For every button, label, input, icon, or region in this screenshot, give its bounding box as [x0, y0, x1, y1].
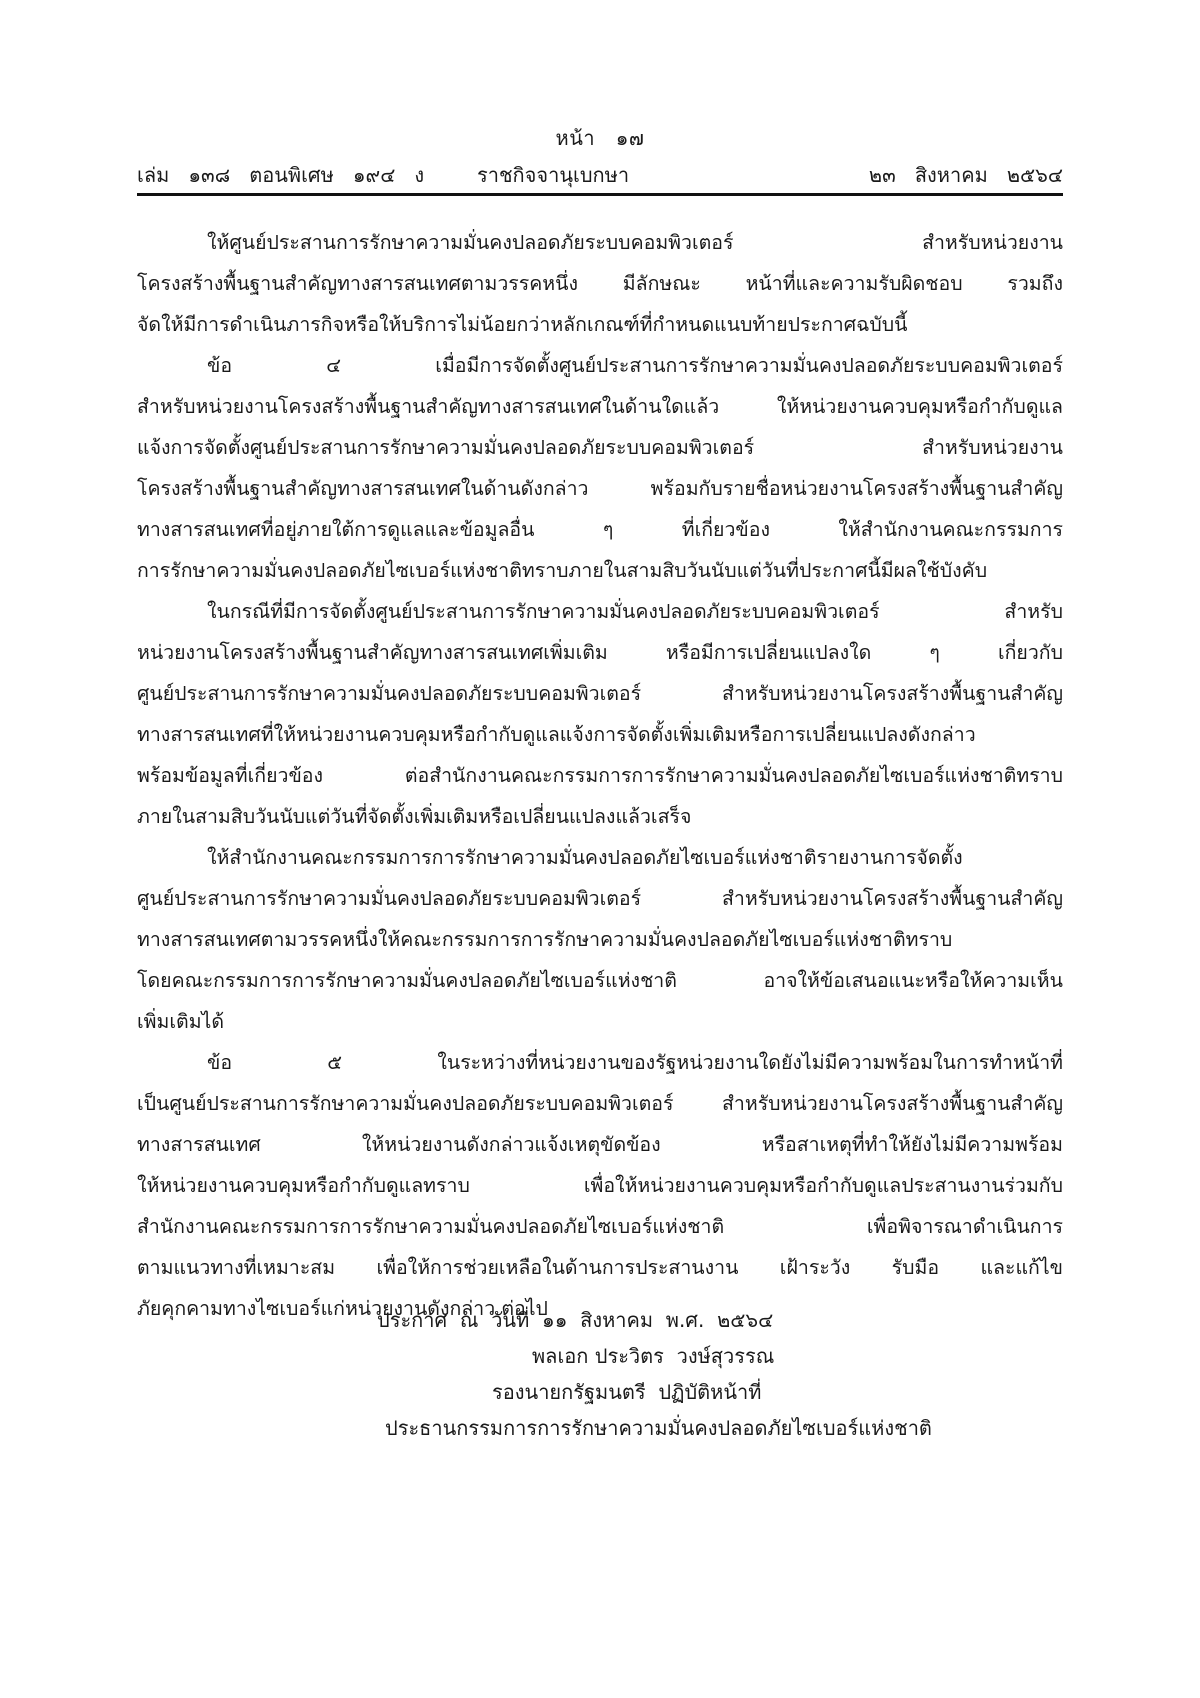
header-divider [137, 193, 1063, 196]
text-line: ให้สำนักงานคณะกรรมการการรักษาความมั่นคงปลอดภัยไซเบอร์แห่งชาติรายงานการจัดตั้ง [207, 846, 963, 869]
text-line: แจ้งการจัดตั้งศูนย์ประสานการรักษาความมั่นคงปลอดภัยระบบคอมพิวเตอร์ สำหรับหน่วยงาน [137, 436, 1063, 459]
paragraph [137, 591, 1063, 837]
text-line: ทางสารสนเทศ ให้หน่วยงานดังกล่าวแจ้งเหตุขัดข้อง หรือสาเหตุที่ทำให้ยังไม่มีความพร้อม [137, 1133, 1063, 1156]
text-line: ทางสารสนเทศที่อยู่ภายใต้การดูแลและข้อมูลอื่น ๆ ที่เกี่ยวข้อง ให้สำนักงานคณะกรรมการ [137, 518, 1063, 541]
text-line: ภัยคุกคามทางไซเบอร์แก่หน่วยงานดังกล่าว ต่อไป [137, 1297, 548, 1320]
paragraph [137, 837, 1063, 1042]
text-line: ภายในสามสิบวันนับแต่วันที่จัดตั้งเพิ่มเติมหรือเปลี่ยนแปลงแล้วเสร็จ [137, 805, 692, 828]
signatory-name: พลเอก ประวิตร วงษ์สุวรรณ [532, 1344, 775, 1368]
announcement-date: ประกาศ ณ วันที่ ๑๑ สิงหาคม พ.ศ. ๒๕๖๔ [377, 1308, 774, 1332]
text-line: โครงสร้างพื้นฐานสำคัญทางสารสนเทศในด้านดังกล่าว พร้อมกับรายชื่อหน่วยงานโครงสร้างพื้นฐานสำคัญ [137, 477, 1063, 500]
text-line: จัดให้มีการดำเนินภารกิจหรือให้บริการไม่น้อยกว่าหลักเกณฑ์ที่กำหนดแนบท้ายประกาศฉบับนี้ [137, 313, 908, 336]
text-line: สำนักงานคณะกรรมการการรักษาความมั่นคงปลอดภัยไซเบอร์แห่งชาติ เพื่อพิจารณาดำเนินการ [137, 1215, 1063, 1238]
clause-5 [137, 1042, 1063, 1329]
text-line: ให้ศูนย์ประสานการรักษาความมั่นคงปลอดภัยระบบคอมพิวเตอร์ สำหรับหน่วยงาน [207, 231, 1063, 254]
text-line: หน่วยงานโครงสร้างพื้นฐานสำคัญทางสารสนเทศเพิ่มเติม หรือมีการเปลี่ยนแปลงใด ๆ เกี่ยวกับ [137, 641, 1063, 664]
text-line: ข้อ ๔ เมื่อมีการจัดตั้งศูนย์ประสานการรักษาความมั่นคงปลอดภัยระบบคอมพิวเตอร์ [207, 354, 1063, 377]
text-line: การรักษาความมั่นคงปลอดภัยไซเบอร์แห่งชาติทราบภายในสามสิบวันนับแต่วันที่ประกาศนี้มีผลใช้บังคับ [137, 559, 988, 582]
text-line: โครงสร้างพื้นฐานสำคัญทางสารสนเทศตามวรรคหนึ่ง มีลักษณะ หน้าที่และความรับผิดชอบ รวมถึง [137, 272, 1063, 295]
text-line: ทางสารสนเทศตามวรรคหนึ่งให้คณะกรรมการการรักษาความมั่นคงปลอดภัยไซเบอร์แห่งชาติทราบ [137, 928, 953, 951]
text-line: ข้อ ๕ ในระหว่างที่หน่วยงานของรัฐหน่วยงานใดยังไม่มีความพร้อมในการทำหน้าที่ [207, 1051, 1063, 1074]
text-line: ตามแนวทางที่เหมาะสม เพื่อให้การช่วยเหลือในด้านการประสานงาน เฝ้าระวัง รับมือ และแก้ไข [137, 1256, 1063, 1279]
signatory-position: ประธานกรรมการการรักษาความมั่นคงปลอดภัยไซเบอร์แห่งชาติ [385, 1416, 932, 1440]
gazette-header [137, 160, 1063, 190]
text-line: เป็นศูนย์ประสานการรักษาความมั่นคงปลอดภัยระบบคอมพิวเตอร์ สำหรับหน่วยงานโครงสร้างพื้นฐานสำคัญ [137, 1092, 1063, 1115]
document-body [137, 222, 1063, 1329]
text-line: ให้หน่วยงานควบคุมหรือกำกับดูแลทราบ เพื่อให้หน่วยงานควบคุมหรือกำกับดูแลประสานงานร่วมกับ [137, 1174, 1063, 1197]
signature-block [137, 1302, 1063, 1446]
text-line: ทางสารสนเทศที่ให้หน่วยงานควบคุมหรือกำกับดูแลแจ้งการจัดตั้งเพิ่มเติมหรือการเปลี่ยนแปลงดังกล่าว [137, 723, 976, 746]
publication-date: ๒๓ สิงหาคม ๒๕๖๔ [868, 163, 1063, 187]
page-number: หน้า ๑๗ [555, 126, 645, 150]
clause-4 [137, 345, 1063, 591]
text-line: โดยคณะกรรมการการรักษาความมั่นคงปลอดภัยไซเบอร์แห่งชาติ อาจให้ข้อเสนอแนะหรือให้ความเห็น [137, 969, 1063, 992]
text-line: ศูนย์ประสานการรักษาความมั่นคงปลอดภัยระบบคอมพิวเตอร์ สำหรับหน่วยงานโครงสร้างพื้นฐานสำคัญ [137, 887, 1063, 910]
signatory-title: รองนายกรัฐมนตรี ปฏิบัติหน้าที่ [492, 1380, 762, 1404]
text-line: เพิ่มเติมได้ [137, 1010, 225, 1033]
publication-title: ราชกิจจานุเบกษา [477, 163, 630, 187]
text-line: ในกรณีที่มีการจัดตั้งศูนย์ประสานการรักษาความมั่นคงปลอดภัยระบบคอมพิวเตอร์ สำหรับ [207, 600, 1063, 623]
volume-issue: เล่ม ๑๓๘ ตอนพิเศษ ๑๙๔ ง [137, 163, 425, 187]
text-line: สำหรับหน่วยงานโครงสร้างพื้นฐานสำคัญทางสารสนเทศในด้านใดแล้ว ให้หน่วยงานควบคุมหรือกำกับดูแล [137, 395, 1063, 418]
paragraph [137, 222, 1063, 345]
text-line: ศูนย์ประสานการรักษาความมั่นคงปลอดภัยระบบคอมพิวเตอร์ สำหรับหน่วยงานโครงสร้างพื้นฐานสำคัญ [137, 682, 1063, 705]
text-line: พร้อมข้อมูลที่เกี่ยวข้อง ต่อสำนักงานคณะกรรมการการรักษาความมั่นคงปลอดภัยไซเบอร์แห่งชาติทราบ [137, 764, 1063, 787]
